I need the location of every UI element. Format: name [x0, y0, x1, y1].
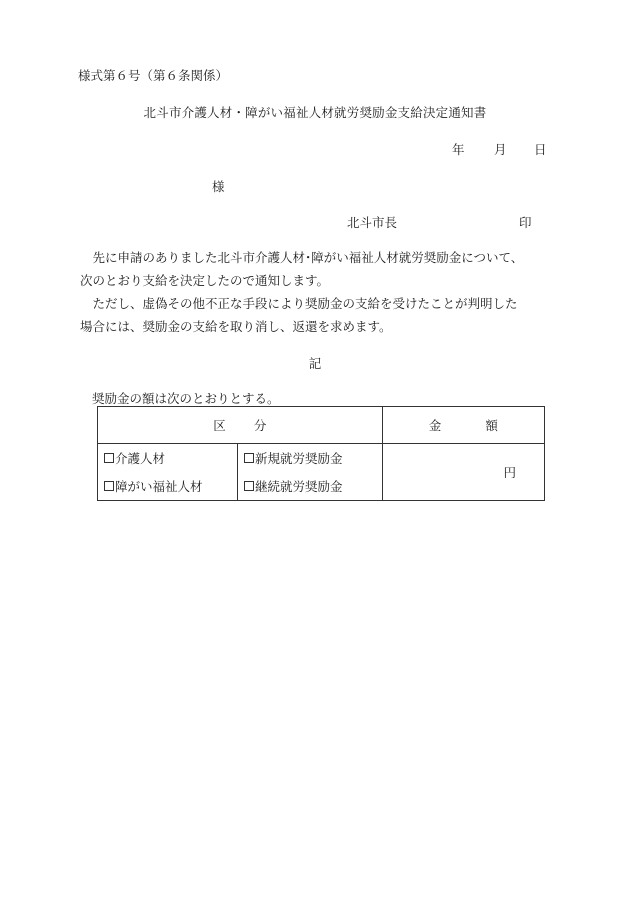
form-number: 様式第６号（第６条関係）	[78, 68, 229, 83]
header-kubun	[98, 407, 383, 444]
header-kingaku-char-1: 金	[428, 418, 442, 433]
body-paragraph-proviso	[80, 292, 550, 338]
option-label: 継続就労奨励金	[255, 479, 343, 494]
checkbox-shogai-fukushi-jinzai[interactable]	[104, 481, 114, 491]
seal-mark: 印	[519, 215, 532, 230]
amount-cell[interactable]	[382, 444, 544, 501]
date-day-label: 日	[534, 142, 547, 157]
issuer-name: 北斗市長	[347, 215, 398, 230]
checkbox-shinki-shuro[interactable]	[244, 453, 254, 463]
option-shinki-shuro[interactable]	[238, 444, 382, 472]
document-title: 北斗市介護人材・障がい福祉人材就労奨励金支給決定通知書	[143, 105, 487, 120]
option-label: 新規就労奨励金	[255, 451, 343, 466]
table-row	[98, 444, 545, 501]
date-month-label: 月	[494, 142, 507, 157]
header-kingaku-char-2: 額	[485, 418, 498, 433]
option-keizoku-shuro[interactable]	[238, 472, 382, 500]
option-kaigo-jinzai[interactable]	[98, 444, 238, 472]
checkbox-kaigo-jinzai[interactable]	[104, 453, 114, 463]
kubun-options-cell	[98, 444, 383, 501]
table-header-row	[98, 407, 545, 444]
date-year-label: 年	[452, 142, 465, 157]
amount-table	[97, 406, 545, 501]
paragraph-line: ただし、虚偽その他不正な手段により奨励金の支給を受けたことが判明した	[80, 296, 518, 311]
paragraph-line: 先に申請のありました北斗市介護人材･障がい福祉人材就労奨励金について、	[80, 250, 524, 265]
header-kubun-char-2: 分	[253, 418, 267, 433]
option-label: 障がい福祉人材	[115, 479, 203, 494]
table-caption: 奨励金の額は次のとおりとする。	[92, 391, 280, 406]
header-kubun-char-1: 区	[213, 418, 226, 433]
option-shogai-fukushi-jinzai[interactable]	[98, 472, 238, 500]
yen-unit: 円	[503, 465, 516, 480]
body-paragraph-notice	[80, 246, 550, 292]
paragraph-line: 場合には、奨励金の支給を取り消し、返還を求めます。	[80, 319, 392, 334]
option-label: 介護人材	[115, 451, 166, 466]
addressee-suffix: 様	[212, 179, 225, 194]
paragraph-line: 次のとおり支給を決定したので通知します。	[80, 273, 330, 288]
header-kingaku	[382, 407, 544, 444]
checkbox-keizoku-shuro[interactable]	[244, 481, 254, 491]
ki-heading: 記	[308, 356, 322, 371]
